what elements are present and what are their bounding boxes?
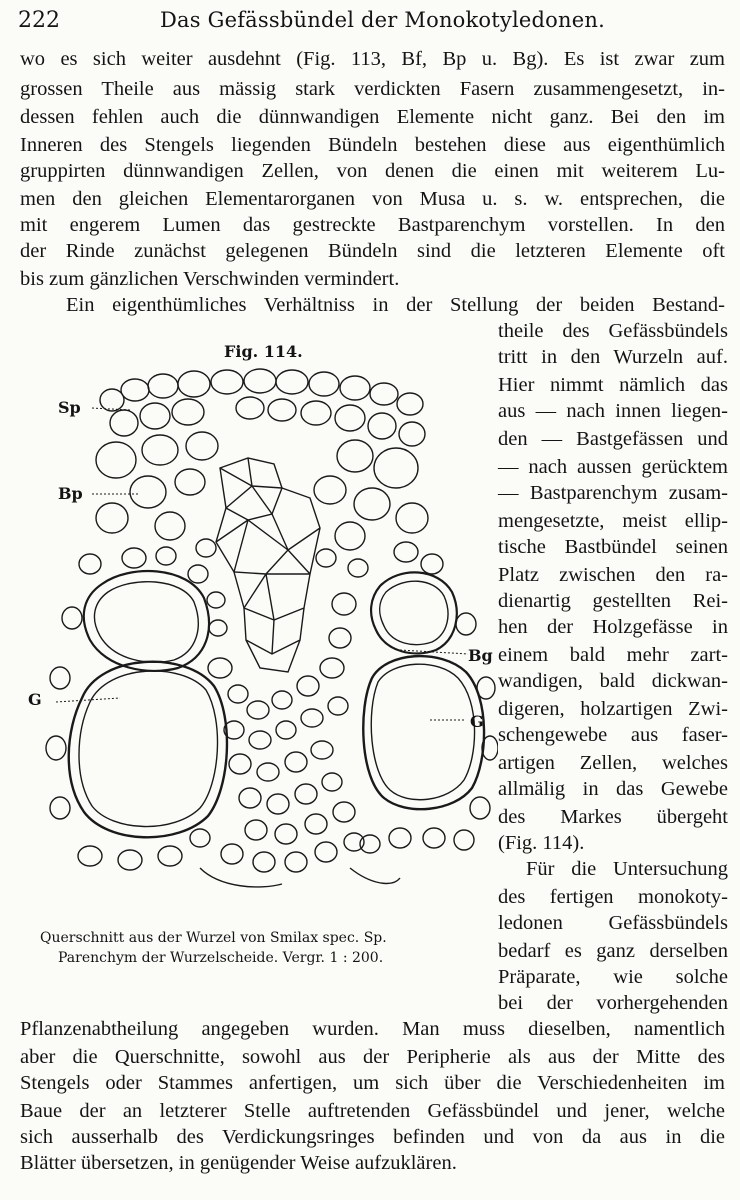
body-line: mit engerem Lumen das gestreckte Bastparenchym vorstellen. In den	[20, 214, 725, 236]
body-line: Stengels oder Stammes anfertigen, um sich über die Verschiedenheiten im	[20, 1072, 725, 1094]
body-line: men den gleichen Elementarorganen von Musa u. s. w. entsprechen, die	[20, 188, 725, 210]
body-line: grossen Theile aus mässig stark verdickten Fasern zusammengesetzt, in-	[20, 78, 725, 100]
label-g-right: G	[470, 712, 484, 731]
column-line: einem bald mehr zart-	[498, 644, 728, 666]
body-line: Pflanzenabtheilung angegeben wurden. Man muss dieselben, namentlich	[20, 1018, 725, 1040]
column-line: Platz zwischen den ra-	[498, 564, 728, 586]
column-line: allmälig in das Gewebe	[498, 778, 728, 800]
column-line: artigen Zellen, welches	[498, 752, 728, 774]
body-line: Ein eigenthümliches Verhältniss in der Stellung der beiden Bestand-	[66, 294, 725, 316]
body-line: sich ausserhalb des Verdickungsringes befinden und von da aus in die	[20, 1126, 725, 1148]
column-line: — nach aussen gerücktem	[498, 456, 728, 478]
body-line: Baue der an letzterer Stelle auftretenden Gefässbündel und jener, welche	[20, 1100, 725, 1122]
body-line: wo es sich weiter ausdehnt (Fig. 113, Bf, Bp u. Bg). Es ist zwar zum	[20, 48, 725, 70]
column-line: Hier nimmt nämlich das	[498, 374, 728, 396]
column-line: bei der vorhergehenden	[498, 992, 728, 1014]
column-line: theile des Gefässbündels	[498, 320, 728, 342]
label-sp: Sp	[58, 398, 81, 417]
body-line: aber die Querschnitte, sowohl aus der Peripherie als aus der Mitte des	[20, 1046, 725, 1068]
label-bg: Bg	[468, 646, 493, 665]
column-line: (Fig. 114).	[498, 832, 585, 854]
running-title: Das Gefässbündel der Monokotyledonen.	[160, 8, 605, 32]
column-line: dienartig gestellten Rei-	[498, 590, 728, 612]
column-line: den — Bastgefässen und	[498, 428, 728, 450]
column-line: bedarf es ganz derselben	[498, 940, 728, 962]
column-line: hen der Holzgefässe in	[498, 616, 728, 638]
body-line: der Rinde zunächst gelegenen Bündeln sind die letzteren Elemente oft	[20, 240, 725, 262]
body-line: gruppirten dünnwandigen Zellen, von denen die einen mit weiterem Lu-	[20, 160, 725, 182]
column-line: wandigen, bald dickwan-	[498, 670, 728, 692]
column-line: Präparate, wie solche	[498, 966, 728, 988]
column-line: Für die Untersuchung	[526, 858, 728, 880]
column-line: aus — nach innen liegen-	[498, 400, 728, 422]
label-g-left: G	[28, 690, 42, 709]
label-bp: Bp	[58, 484, 83, 503]
column-line: ledonen Gefässbündels	[498, 912, 728, 934]
figure-114-cross-section	[20, 368, 498, 890]
figure-caption-line: Querschnitt aus der Wurzel von Smilax spec. Sp.	[40, 930, 387, 946]
column-line: tische Bastbündel seinen	[498, 536, 728, 558]
body-line: bis zum gänzlichen Verschwinden vermindert.	[20, 268, 400, 290]
column-line: des Markes übergeht	[498, 806, 728, 828]
column-line: digeren, holzartigen Zwi-	[498, 698, 728, 720]
column-line: mengesetzte, meist ellip-	[498, 510, 728, 532]
figure-title: Fig. 114.	[224, 342, 303, 361]
column-line: schengewebe aus faser-	[498, 724, 728, 746]
column-line: des fertigen monokoty-	[498, 886, 728, 908]
page-number: 222	[18, 8, 60, 33]
body-line: Blätter übersetzen, in genügender Weise aufzuklären.	[20, 1152, 457, 1174]
body-line: dessen fehlen auch die dünnwandigen Elemente nicht ganz. Bei den im	[20, 106, 725, 128]
body-line: Inneren des Stengels liegenden Bündeln bestehen diese aus eigenthümlich	[20, 134, 725, 156]
column-line: tritt in den Wurzeln auf.	[498, 346, 728, 368]
figure-caption-line: Parenchym der Wurzelscheide. Vergr. 1 : 200.	[58, 950, 384, 966]
column-line: — Bastparenchym zusam-	[498, 482, 728, 504]
